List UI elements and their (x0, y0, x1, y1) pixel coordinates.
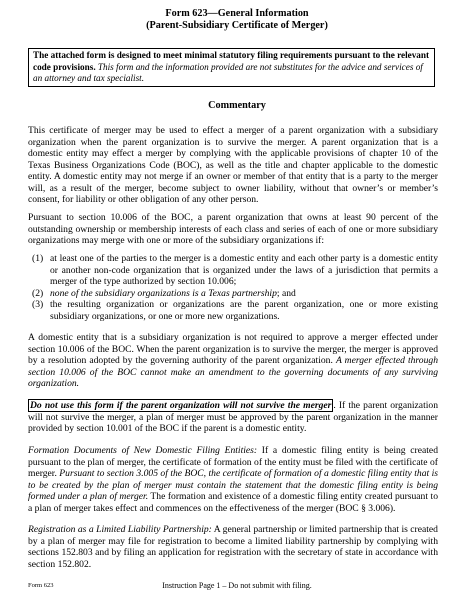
footer-form-id: Form 623 (28, 582, 54, 589)
commentary-heading: Commentary (208, 100, 266, 111)
list-number: (2) (32, 287, 44, 299)
list-item-text: the resulting organization or organizations are the parent organization, one or more existing subsidiary organizations, or one or more new organizations. (50, 299, 438, 322)
llp-text: A general partnership or limited partnership that is created by a plan of merger may file for registration to become a limited liability partnership by complying with sections 152.803 and by filing an application for registration with the secretary of state in accordance with section 152.802. (28, 524, 438, 570)
warning-highlight: Do not use this form if the parent organization will not survive the merger (30, 400, 332, 411)
list-item (32, 253, 438, 288)
formation-text-2: The formation and existence of a domestic filing entity created pursuant to a plan of merger takes effect and commences on the effectiveness of the merger (BOC § 3.006). (28, 491, 438, 514)
list-item (32, 299, 438, 322)
notice-bold-text: The attached form is designed to meet minimal statutory filing requirements pursuant to the relevant code provisions. (33, 50, 430, 72)
paragraph-approval (28, 332, 438, 390)
form-title: Form 623—General Information (165, 8, 309, 19)
formation-text-1: If a domestic filing entity is being created pursuant to the plan of merger, the certificate of formation of the entity must be filed with the certificate of merger. (28, 445, 438, 480)
notice-box (28, 48, 435, 87)
warning-text: . If the parent organization will not survive the merger, a plan of merger must be approved by the parent organization in the manner provided by section 10.001 of the BOC if the parent is a domestic entity. (28, 400, 438, 435)
notice-italic-text: This form and the information provided are not substitutes for the advice and services of an attorney and tax specialist. (33, 61, 423, 84)
conditions-list (32, 253, 438, 322)
list-number: (1) (32, 253, 44, 264)
list-item (32, 288, 438, 300)
formation-italic-text: Pursuant to section 3.005 of the BOC, the certificate of formation of a domestic filing entity that is to be created by the plan of merger must contain the statement that the domestic filing entity is being formed under a plan of merger. (28, 468, 438, 503)
approval-italic-text: A merger effected through section 10.006 of the BOC cannot make an amendment to the governing documents of any surviving organization. (28, 355, 438, 390)
list-item-text-italic: none of the subsidiary organizations is a Texas partnership (50, 287, 277, 299)
approval-text: A domestic entity that is a subsidiary organization is not required to approve a merger effected under section 10.006 of the BOC. When the parent organization is to survive the merger, the merger is approved by a resolution adopted by the governing authority of the parent organization. (28, 332, 438, 367)
form-subtitle: (Parent-Subsidiary Certificate of Merger) (146, 20, 328, 31)
paragraph-warning (28, 400, 438, 435)
paragraph-intro: This certificate of merger may be used to effect a merger of a parent organization with a subsidiary organization when the parent organization is to survive the merger. A parent organization that is a domestic entity may effect a merger by complying with the applicable provisions of chapter 10 of the Texas Business Organizations Code (BOC), as well as the title and chapter applicable to the domestic entity. A domestic entity may not merge if an owner or member of that entity that is a party to the merger will, as a result of the merger, become subject to owner liability, without that owner’s or member’s consent, for liability or other obligation of any other person. (28, 125, 438, 206)
paragraph-llp-registration (28, 524, 438, 570)
list-number: (3) (32, 299, 44, 311)
list-item-text: at least one of the parties to the merger is a domestic entity and each other party is a domestic entity or another non-code organization that is organized under the laws of a jurisdiction that permits a merger of the type authorized by section 10.006; (50, 253, 438, 288)
paragraph-section-10006: Pursuant to section 10.006 of the BOC, a parent organization that owns at least 90 percent of the outstanding ownership or membership interests of each class and series of each of one or more subsidiary organizations may merge with one or more of the subsidiary organizations if: (28, 212, 438, 247)
formation-label: Formation Documents of New Domestic Filing Entities: (28, 445, 258, 456)
llp-label: Registration as a Limited Liability Partnership: (28, 524, 212, 535)
list-item-text-after: ; and (276, 287, 296, 299)
paragraph-formation-documents (28, 445, 438, 514)
footer-instruction: Instruction Page 1 – Do not submit with filing. (162, 581, 312, 590)
